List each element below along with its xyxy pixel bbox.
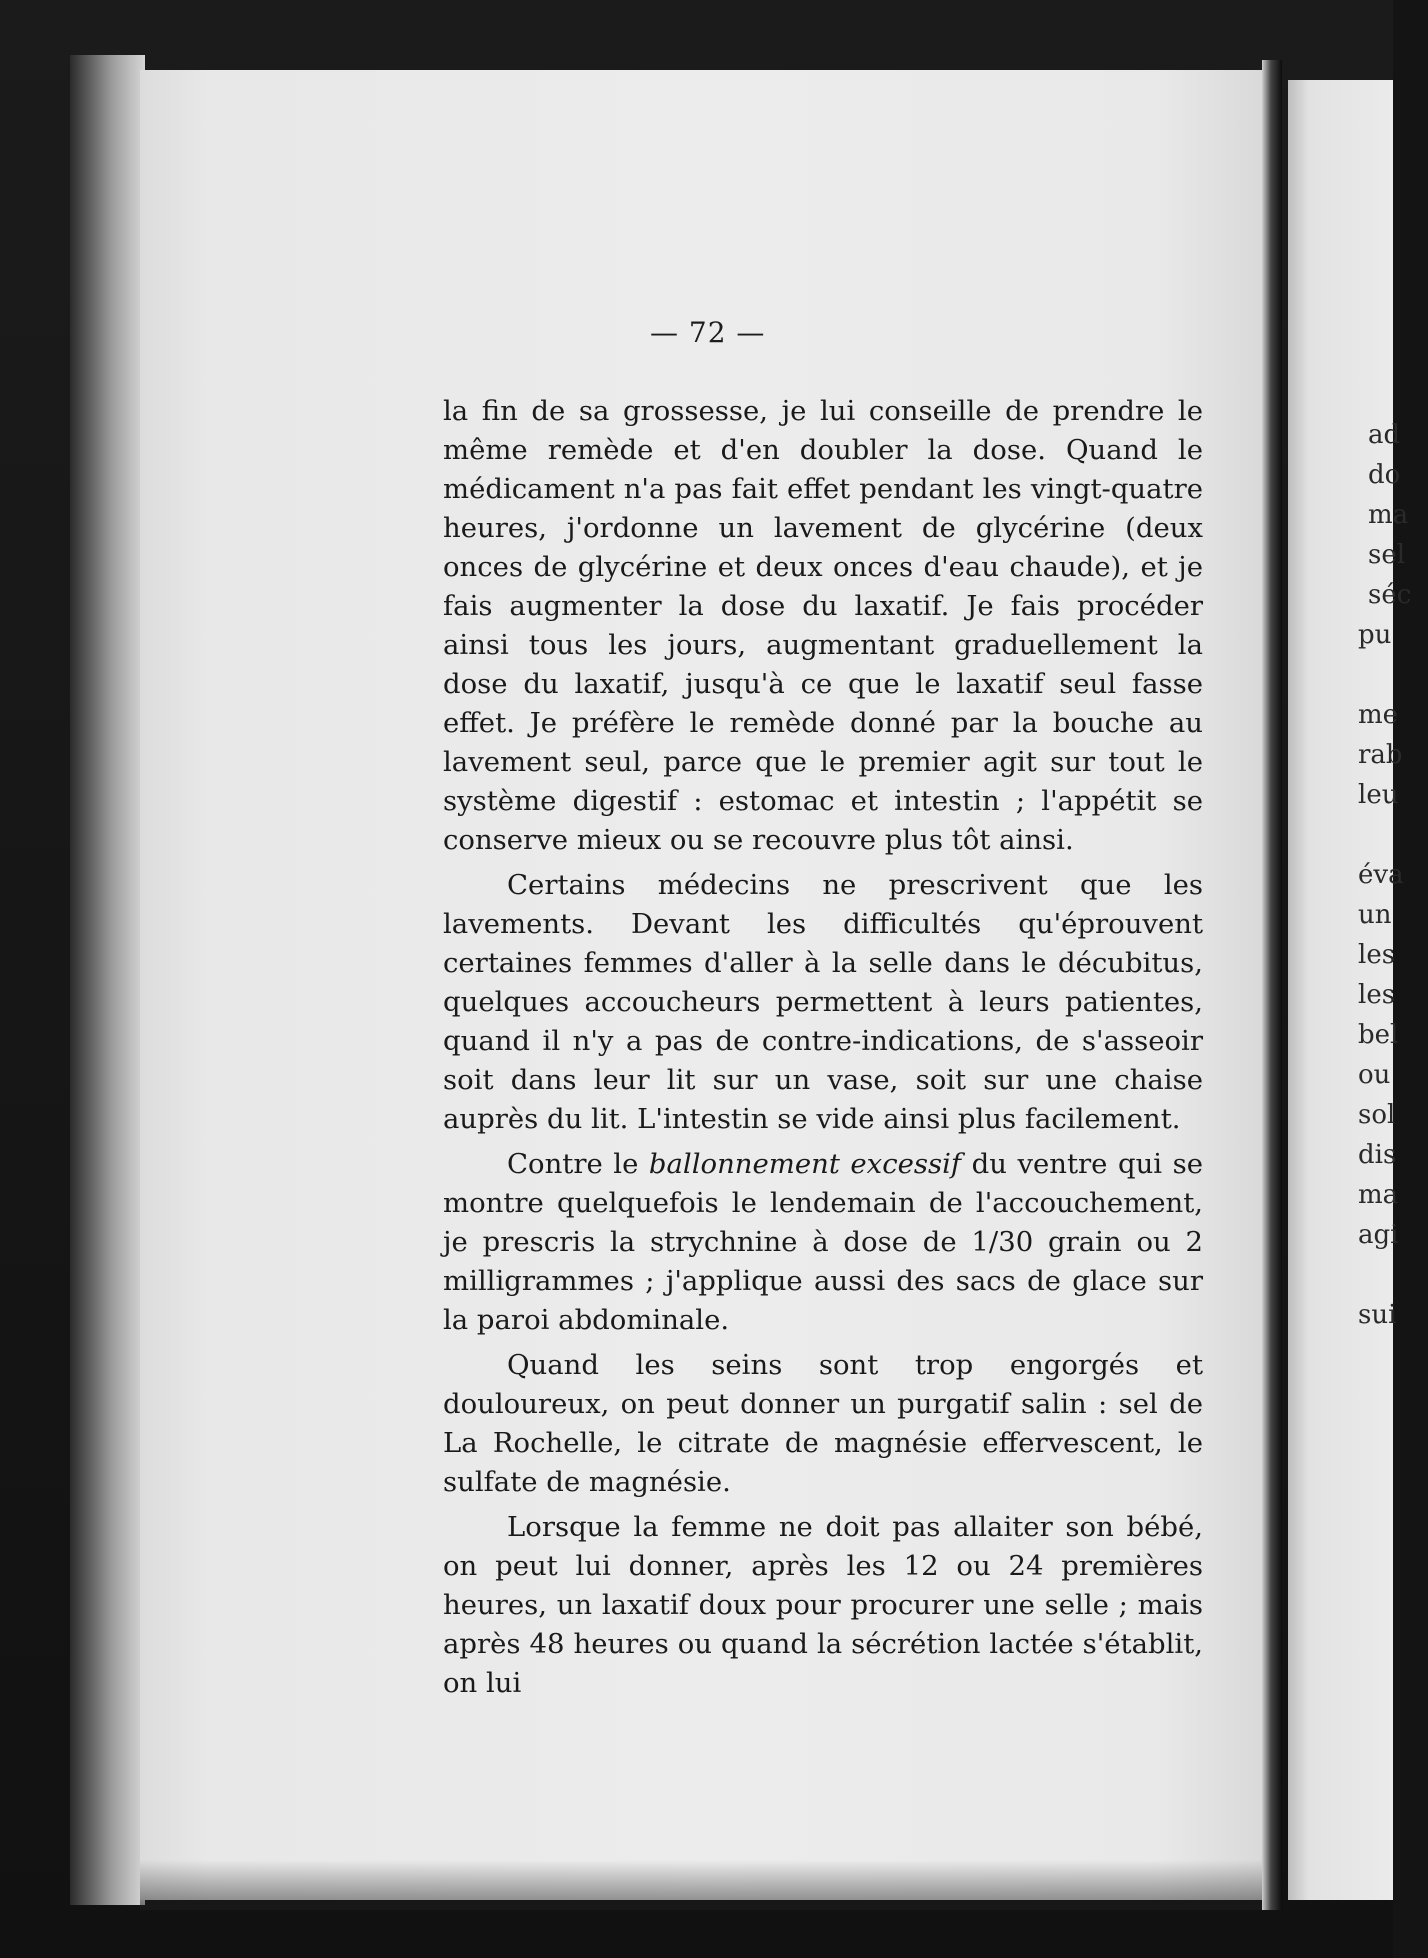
paragraph-text: du ventre qui se montre quelquefois le lendemain de l'accouchement, je prescris la strychnine à dose de 1/30 grain ou 2 milligrammes ; j'applique aussi des sacs de glace sur la paroi abdominale. [443,1148,1204,1336]
page-bottom-shadow [140,1860,1270,1910]
facing-fragment: rab [1358,740,1403,770]
facing-fragment: ma [1368,500,1409,530]
facing-page [1288,80,1412,1900]
facing-fragment: me [1358,700,1399,730]
paragraph: Lorsque la femme ne doit pas allaiter son bébé, on peut lui donner, après les 12 ou 24 premières heures, un laxatif doux pour procurer une selle ; mais après 48 heures ou quand la sécrétion lactée s'établit, on lui [443,1511,1203,1699]
paragraph: Certains médecins ne prescrivent que les lavements. Devant les difficultés qu'éprouvent certaines femmes d'aller à la selle dans le décubitus, quelques accoucheurs permettent à leurs patientes, quand il n'y a pas de contre-indications, de s'asseoir soit dans leur lit sur un vase, soit sur une chaise auprès du lit. L'intestin se vide ainsi plus facilement. [443,869,1203,1135]
facing-fragment: leu [1358,780,1399,810]
left-page-edge [70,55,145,1905]
facing-fragment: ma [1358,1180,1399,1210]
facing-fragment: un [1358,900,1392,930]
facing-fragment: les [1358,980,1396,1010]
page-number: — 72 — [650,316,766,349]
book-spine [1262,60,1282,1910]
paragraph-text: Contre le [507,1148,649,1180]
facing-fragment: agi [1358,1220,1399,1250]
facing-fragment: bel [1358,1020,1399,1050]
facing-fragment: éva [1358,860,1404,890]
facing-fragment: séc [1368,580,1412,610]
facing-fragment: sui [1358,1300,1397,1330]
facing-fragment: pu [1358,620,1392,650]
facing-fragment: sel [1368,540,1406,570]
facing-fragment: do [1368,460,1401,490]
body-text [443,392,1203,1709]
facing-fragment: les [1358,940,1396,970]
facing-fragment: dis [1358,1140,1397,1170]
facing-fragment: sol [1358,1100,1396,1130]
paragraph [443,1145,1203,1340]
emphasized-term: ballonnement excessif [648,1148,962,1180]
paragraph: Quand les seins sont trop engorgés et douloureux, on peut donner un purgatif salin : sel de La Rochelle, le citrate de magnésie effervescent, le sulfate de magnésie. [443,1349,1203,1498]
facing-fragment: ou [1358,1060,1391,1090]
facing-fragment: ad [1368,420,1401,450]
paragraph: la fin de sa grossesse, je lui conseille de prendre le même remède et d'en doubler la dose. Quand le médicament n'a pas fait effet pendant les vingt-quatre heures, j'ordonne un lavement de glycérine (deux onces de glycérine et deux onces d'eau chaude), et je fais augmenter la dose du laxatif. Je fais procéder ainsi tous les jours, augmentant graduellement la dose du laxatif, jusqu'à ce que le laxatif seul fasse effet. Je préfère le remède donné par la bouche au lavement seul, parce que le premier agit sur tout le système digestif : estomac et intestin ; l'appétit se conserve mieux ou se recouvre plus tôt ainsi. [443,395,1203,856]
